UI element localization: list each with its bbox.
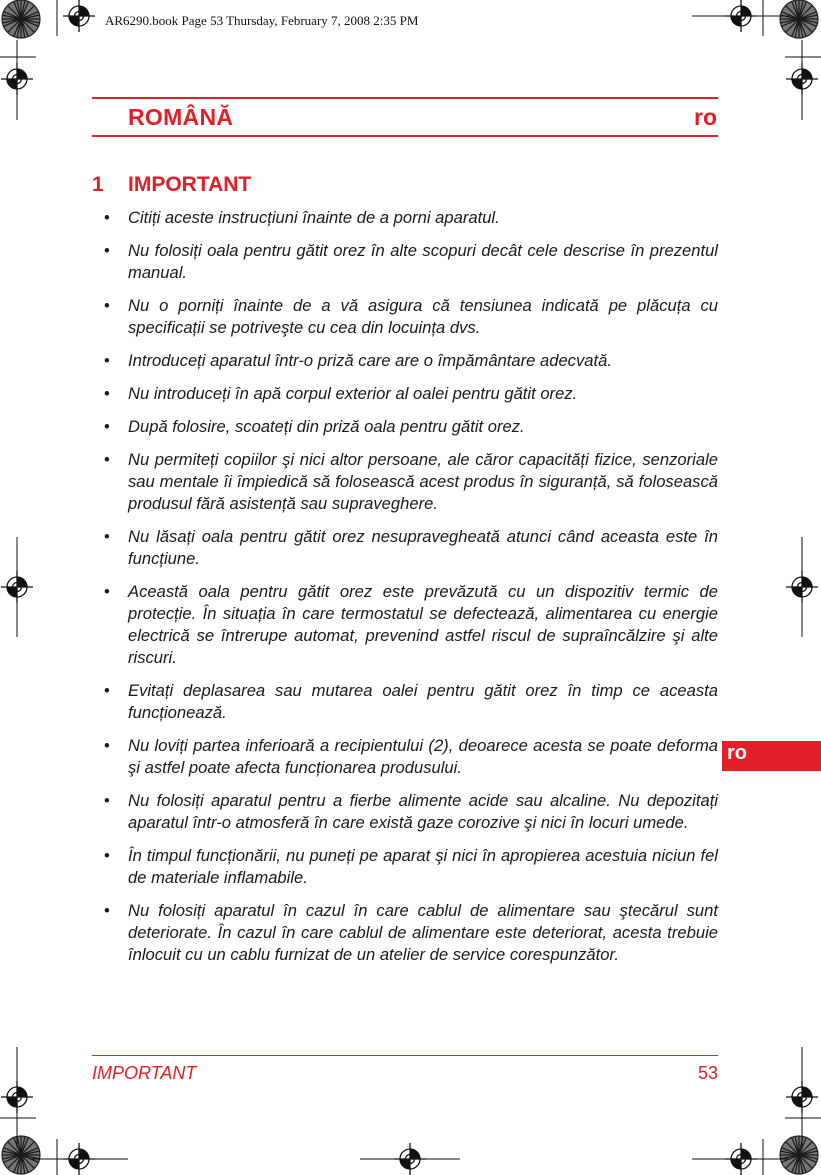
- safety-instructions-list: [104, 207, 718, 977]
- header-bottom-rule: [92, 135, 718, 137]
- footer-section-name: IMPORTANT: [92, 1063, 197, 1083]
- list-item: • Nu loviți partea inferioară a recipientului (2), deoarece acesta se poate deforma şi astfel poate afecta funcționarea produsului.: [104, 735, 718, 779]
- list-item: • Nu introduceți în apă corpul exterior al oalei pentru gătit orez.: [104, 383, 718, 405]
- language-title: ROMÂNĂ: [128, 104, 234, 130]
- section-heading: [92, 173, 251, 197]
- list-item: • Nu o porniți înainte de a vă asigura că tensiunea indicată pe plăcuța cu specificații se potriveşte cu cea din locuința dvs.: [104, 295, 718, 339]
- list-item: • Nu folosiți aparatul pentru a fierbe alimente acide sau alcaline. Nu depozitați aparatul într-o atmosferă în care există gaze corozive şi nici în locuri umede.: [104, 790, 718, 834]
- registration-mark: [63, 0, 95, 32]
- list-item: • Nu folosiți oala pentru gătit orez în alte scopuri decât cele descrise în prezentul manual.: [104, 240, 718, 284]
- list-item: • Nu folosiți aparatul în cazul în care cablul de alimentare sau ştecărul sunt deteriorate. În cazul în care cablul de alimentare este deteriorat, acesta trebuie înlocuit cu un cablu furnizat de un atelier de service corespunzător.: [104, 900, 718, 966]
- list-item: • Nu lăsați oala pentru gătit orez nesupravegheată atunci când aceasta este în funcțiune.: [104, 526, 718, 570]
- header-top-rule: [92, 97, 718, 99]
- starburst-mark-bottom-left: [2, 1136, 40, 1174]
- page-number: 53: [697, 1063, 718, 1083]
- list-item: • Nu permiteți copiilor şi nici altor persoane, ale căror capacități fizice, senzoriale sau mentale îi împiedică să folosească acest produs în siguranță, să folosească produsul fără asistență sau supraveghere.: [104, 449, 718, 515]
- language-side-tab: ro: [722, 741, 821, 771]
- print-slug: AR6290.book Page 53 Thursday, February 7, 2008 2:35 PM: [105, 13, 419, 28]
- section-number: 1: [92, 173, 104, 196]
- list-item: • Introduceți aparatul într-o priză care are o împământare adecvată.: [104, 350, 718, 372]
- list-item: • În timpul funcționării, nu puneți pe aparat şi nici în apropierea acestuia niciun fel de materiale inflamabile.: [104, 845, 718, 889]
- starburst-mark-top-left: [2, 0, 40, 38]
- list-item: • Citiți aceste instrucțiuni înainte de a porni aparatul.: [104, 207, 718, 229]
- list-item: • După folosire, scoateți din priză oala pentru gătit orez.: [104, 416, 718, 438]
- starburst-mark-top-right: [780, 0, 818, 38]
- list-item: • Această oala pentru gătit orez este prevăzută cu un dispozitiv termic de protecție. În situația în care termostatul se defectează, alimentarea cu energie electrică se întrerupe automat, prevenind astfel riscul de supraîncălzire şi alte riscuri.: [104, 581, 718, 669]
- section-title: IMPORTANT: [128, 173, 252, 196]
- list-item: • Evitați deplasarea sau mutarea oalei pentru gătit orez în timp ce aceasta funcționează.: [104, 680, 718, 724]
- starburst-mark-bottom-right: [780, 1136, 818, 1174]
- footer-rule: [92, 1055, 718, 1056]
- language-code: ro: [694, 104, 717, 130]
